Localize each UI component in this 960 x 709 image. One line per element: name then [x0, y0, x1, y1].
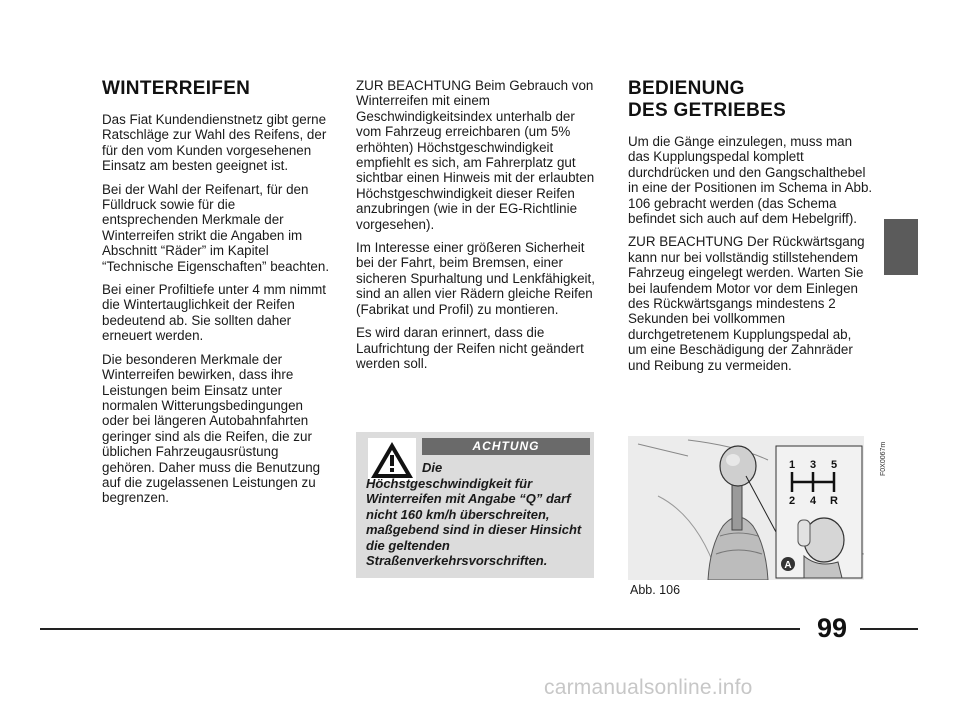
gear-label: R: [830, 495, 838, 507]
gear-label: 1: [788, 459, 796, 471]
column-winterreifen: [102, 78, 330, 514]
watermark: carmanualsonline.info: [544, 676, 753, 699]
warning-text: Die Höchstgeschwindigkeit für Winterreifen mit Angabe “Q” darf nicht 160 km/h überschreiten, maßgebend sind in dieser Hinsicht die geltenden Straßenverkehrsvorschriften.: [366, 460, 582, 568]
paragraph: Bei einer Profiltiefe unter 4 mm nimmt die Wintertauglichkeit der Reifen bedeutend ab. Sie sollten daher erneuert werden.: [102, 282, 326, 344]
warning-box: [356, 432, 594, 578]
page-number: 99: [816, 613, 848, 643]
column-bedienung-getriebe: [628, 78, 873, 381]
paragraph: Das Fiat Kundendienstnetz gibt gerne Ratschläge zur Wahl des Reifens, der für den vom Kunden vorgesehenen Einsatz am besten geeignet ist.: [102, 112, 327, 174]
section-title-winterreifen: WINTERREIFEN: [102, 78, 251, 99]
gear-label: 3: [809, 459, 817, 471]
paragraph: Um die Gänge einzulegen, muss man das Kupplungspedal komplett durchdrücken und den Gangschalthebel in eine der Positionen im Schema in Abb. 106 gebracht werden (das Schema befindet sich auch auf dem Hebelgriff).: [628, 134, 873, 227]
section-title-getriebe: [628, 78, 873, 122]
gear-label: 2: [788, 495, 796, 507]
paragraph: Es wird daran erinnert, dass die Laufrichtung der Reifen nicht geändert werden soll.: [356, 325, 584, 371]
paragraph: Die besonderen Merkmale der Winterreifen bewirken, dass ihre Leistungen beim Einsatz unter normalen Witterungsbedingungen oder bei längeren Autobahnfahrten geringer sind als die Reifen, die zur üblichen Fahrzeugausrüstung gehören. Daher muss die Benutzung auf die zugelassenen Leistungen zu begrenzen.: [102, 351, 321, 506]
section-title-line: DES GETRIEBES: [628, 100, 787, 121]
figure-label-a: A: [784, 560, 792, 571]
column-zur-beachtung: [356, 78, 598, 379]
gear-label: 4: [809, 495, 817, 507]
figure-code: F0X0067m: [880, 441, 887, 476]
footer-rule-right: [860, 628, 918, 630]
paragraph: Bei der Wahl der Reifenart, für den Fülldruck sowie für die entsprechenden Merkmale der Winterreifen strikt die Angaben im Abschnitt “Räder” im Kapitel “Technische Eigenschaften” beachten.: [102, 181, 330, 274]
chapter-tab-marker: [884, 219, 918, 275]
figure-caption: Abb. 106: [630, 583, 681, 597]
section-title-line: BEDIENUNG: [628, 78, 745, 99]
paragraph: Im Interesse einer größeren Sicherheit bei der Fahrt, beim Bremsen, einer sicheren Spurhaltung und Lenkfähigkeit, sind an allen vier Rädern gleiche Reifen (Fabrikat und Profil) zu montieren.: [356, 240, 595, 317]
warning-header: ACHTUNG: [422, 438, 590, 455]
paragraph: ZUR BEACHTUNG Der Rückwärtsgang kann nur bei vollständig stillstehendem Fahrzeug eingelegt werden. Warten Sie bei laufendem Motor vor dem Einlegen des Rückwärtsgangs mindestens 2 Sekunden bei vollkommen durchgetretenem Kupplungspedal ab, um eine Beschädigung der Zahnräder und Reibung zu vermeiden.: [628, 234, 865, 373]
paragraph: ZUR BEACHTUNG Beim Gebrauch von Winterreifen mit einem Geschwindigkeitsindex unterhalb der vom Fahrzeug erreichbaren (um 5% erhöhten) Höchstgeschwindigkeit empfiehlt es sich, am Fahrerplatz gut sichtbar einen Hinweis mit der erlaubten Höchstgeschwindigkeit dieser Reifen anzubringen (wie in der EG-Richtlinie vorgesehen).: [356, 78, 595, 232]
gear-label: 5: [830, 459, 838, 471]
gearshift-illustration: [628, 436, 864, 580]
footer-rule-left: [40, 628, 800, 630]
